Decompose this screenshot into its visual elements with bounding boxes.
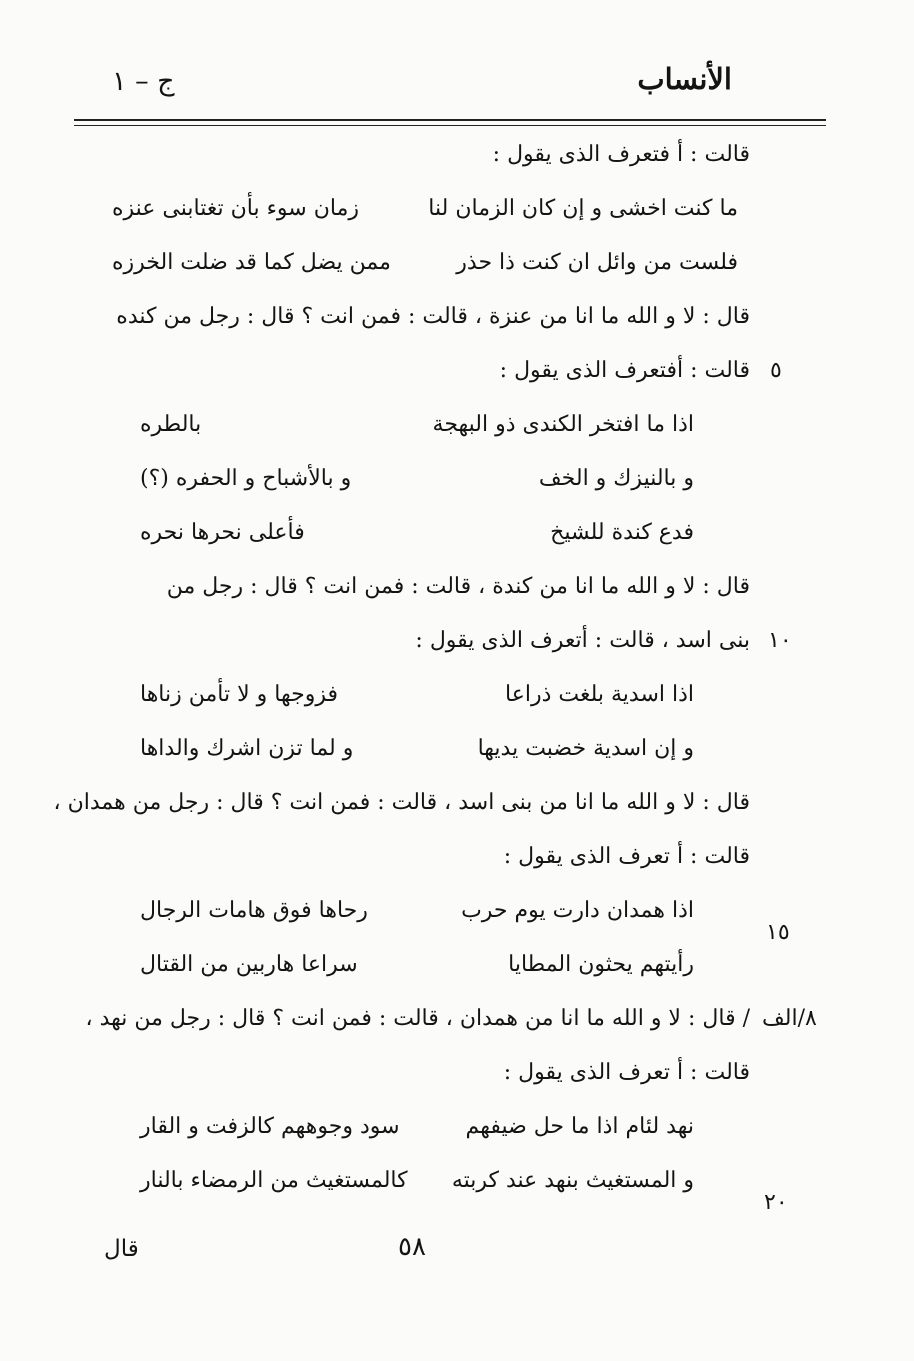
verse-line-16 (140, 948, 694, 982)
text-line-17: / قال : لا و الله ما انا من همدان ، قالت : فمن انت ؟ قال : رجل من نهد ، (85, 1006, 750, 1031)
verse-hemistich-right: اذا اسدية بلغت ذراعا (505, 682, 694, 707)
verse-hemistich-right: و إن اسدية خضبت يديها (477, 736, 694, 761)
verse-hemistich-left: كالمستغيث من الرمضاء بالنار (140, 1168, 408, 1193)
verse-hemistich-left: سود وجوههم كالزفت و القار (140, 1114, 400, 1139)
text-line-4: قال : لا و الله ما انا من عنزة ، قالت : فمن انت ؟ قال : رجل من كنده (116, 304, 750, 329)
verse-hemistich-right: و المستغيث بنهد عند كربته (451, 1168, 694, 1193)
header-rule-thin (74, 125, 826, 126)
verse-hemistich-left: بالطره (140, 412, 202, 437)
verse-line-12 (140, 732, 694, 766)
verse-hemistich-right: اذا ما افتخر الكندى ذو البهجة (432, 412, 694, 437)
text-line-13: قال : لا و الله ما انا من بنى اسد ، قالت : فمن انت ؟ قال : رجل من همدان ، (53, 790, 750, 815)
verse-hemistich-left: و بالأشباح و الحفره (؟) (140, 466, 352, 491)
header-rule (74, 119, 826, 121)
verse-line-7 (140, 462, 694, 496)
text-line-18: قالت : أ تعرف الذى يقول : (503, 1060, 750, 1085)
verse-hemistich-right: فلست من وائل ان كنت ذا حذر (456, 250, 738, 275)
verse-line-8 (140, 516, 694, 550)
verse-hemistich-right: ما كنت اخشى و إن كان الزمان لنا (428, 196, 738, 221)
line-number-20: ٢٠ (764, 1190, 788, 1215)
verse-hemistich-left: فأعلى نحرها نحره (140, 520, 305, 545)
line-number-15: ١٥ (766, 920, 790, 945)
verse-hemistich-right: رأيتهم يحثون المطايا (508, 952, 694, 977)
verse-line-20 (140, 1164, 694, 1198)
verse-hemistich-left: ممن يضل كما قد ضلت الخرزه (112, 250, 391, 275)
text-line-9: قال : لا و الله ما انا من كندة ، قالت : فمن انت ؟ قال : رجل من (166, 574, 750, 599)
verse-line-6 (140, 408, 694, 442)
folio-marker: ٨/الف (762, 1006, 817, 1031)
verse-hemistich-left: فزوجها و لا تأمن زناها (140, 682, 338, 707)
verse-hemistich-left: رحاها فوق هامات الرجال (140, 898, 368, 923)
text-line-1: قالت : أ فتعرف الذى يقول : (492, 142, 750, 167)
line-number-10: ١٠ (768, 628, 792, 653)
verse-hemistich-left: زمان سوء بأن تغتابنى عنزه (112, 196, 359, 221)
verse-line-11 (140, 678, 694, 712)
verse-hemistich-right: اذا همدان دارت يوم حرب (461, 898, 694, 923)
verse-hemistich-right: فدع كندة للشيخ (550, 520, 694, 545)
page-number: ٥٨ (398, 1232, 426, 1262)
text-line-14: قالت : أ تعرف الذى يقول : (503, 844, 750, 869)
verse-line-2 (112, 192, 738, 226)
text-line-5: قالت : أفتعرف الذى يقول : (499, 358, 750, 383)
verse-hemistich-left: و لما تزن اشرك والداها (140, 736, 354, 761)
text-line-10: بنى اسد ، قالت : أتعرف الذى يقول : (415, 628, 750, 653)
verse-hemistich-right: و بالنيزك و الخف (538, 466, 694, 491)
line-number-5: ٥ (770, 358, 782, 383)
catchword: قال (104, 1236, 139, 1262)
verse-line-3 (112, 246, 738, 280)
running-title: الأنساب (637, 62, 732, 96)
verse-hemistich-left: سراعا هاربين من القتال (140, 952, 358, 977)
verse-line-15 (140, 894, 694, 928)
volume-label: ج – ١ (112, 66, 175, 97)
verse-line-19 (140, 1110, 694, 1144)
verse-hemistich-right: نهد لئام اذا ما حل ضيفهم (465, 1114, 694, 1139)
